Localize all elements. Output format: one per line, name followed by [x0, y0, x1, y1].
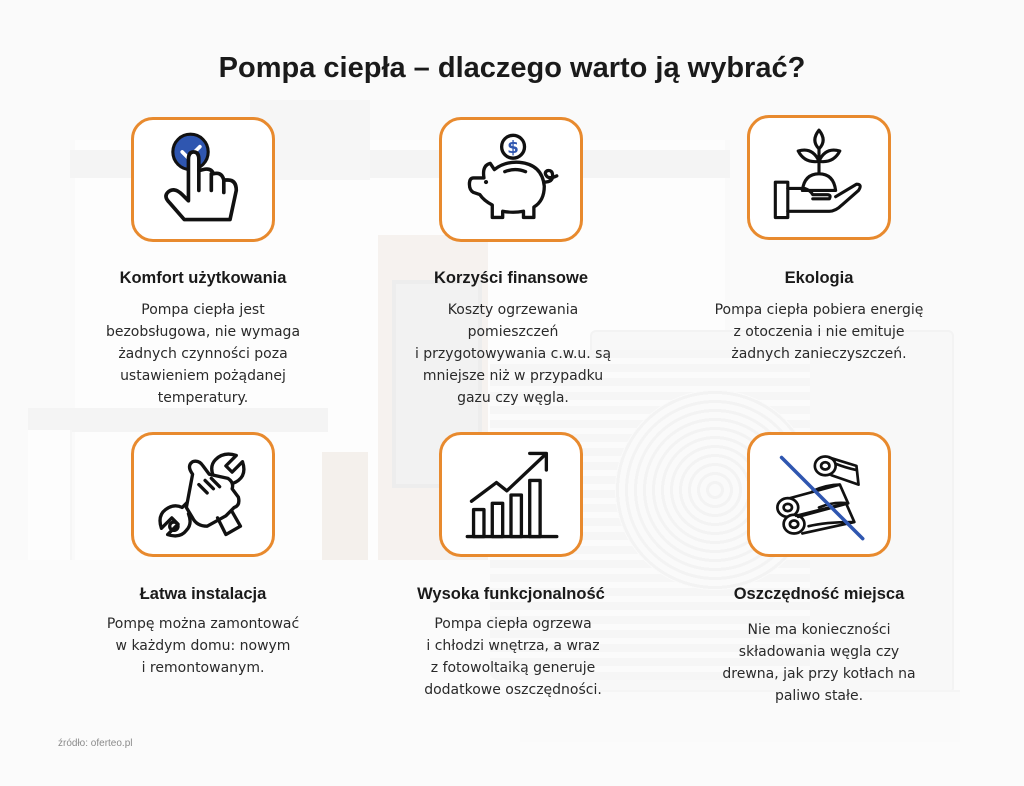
- hand-tap-icon: [151, 128, 255, 232]
- feature-description-functionality: Pompa ciepła ogrzewa i chłodzi wnętrza, a wraz z fotowoltaiką generuje dodatkowe oszczędności.: [424, 616, 602, 698]
- feature-description-ecology: Pompa ciepła pobiera energię z otoczenia i nie emituje żadnych zanieczyszczeń.: [714, 302, 924, 362]
- feature-description-space: Nie ma konieczności składowania węgla czy drewna, jak przy kotłach na paliwo stałe.: [722, 622, 916, 704]
- feature-heading-space: Oszczędność miejsca: [733, 585, 905, 603]
- feature-tile-ecology: [747, 115, 891, 240]
- growth-chart-icon: [459, 443, 563, 547]
- page-title: Pompa ciepła – dlaczego warto ją wybrać?: [218, 52, 806, 84]
- source-credit: źródło: oferteo.pl: [58, 738, 133, 749]
- feature-description-installation: Pompę można zamontować w każdym domu: nowym i remontowanym.: [106, 616, 300, 676]
- feature-description-finance: Koszty ogrzewania pomieszczeń i przygotowywania c.w.u. są mniejsze niż w przypadku gazu czy węgla.: [414, 302, 612, 406]
- feature-tile-finance: [439, 117, 583, 242]
- feature-heading-comfort: Komfort użytkowania: [119, 269, 287, 287]
- svg-text:$: $: [507, 137, 519, 157]
- feature-tile-functionality: [439, 432, 583, 557]
- feature-tile-space: [747, 432, 891, 557]
- plant-hand-icon: [767, 126, 871, 230]
- crossed-firewood-icon: [767, 443, 871, 547]
- feature-heading-functionality: Wysoka funkcjonalność: [417, 585, 605, 603]
- feature-tile-comfort: [131, 117, 275, 242]
- feature-description-comfort: Pompa ciepła jest bezobsługowa, nie wymaga żadnych czynności poza ustawieniem pożądanej temperatury.: [105, 302, 301, 406]
- feature-heading-ecology: Ekologia: [784, 269, 854, 287]
- piggy-bank-icon: [459, 128, 563, 232]
- feature-heading-finance: Korzyści finansowe: [433, 269, 589, 287]
- feature-tile-installation: [131, 432, 275, 557]
- wrench-hand-icon: [151, 443, 255, 547]
- feature-heading-installation: Łatwa instalacja: [139, 585, 267, 603]
